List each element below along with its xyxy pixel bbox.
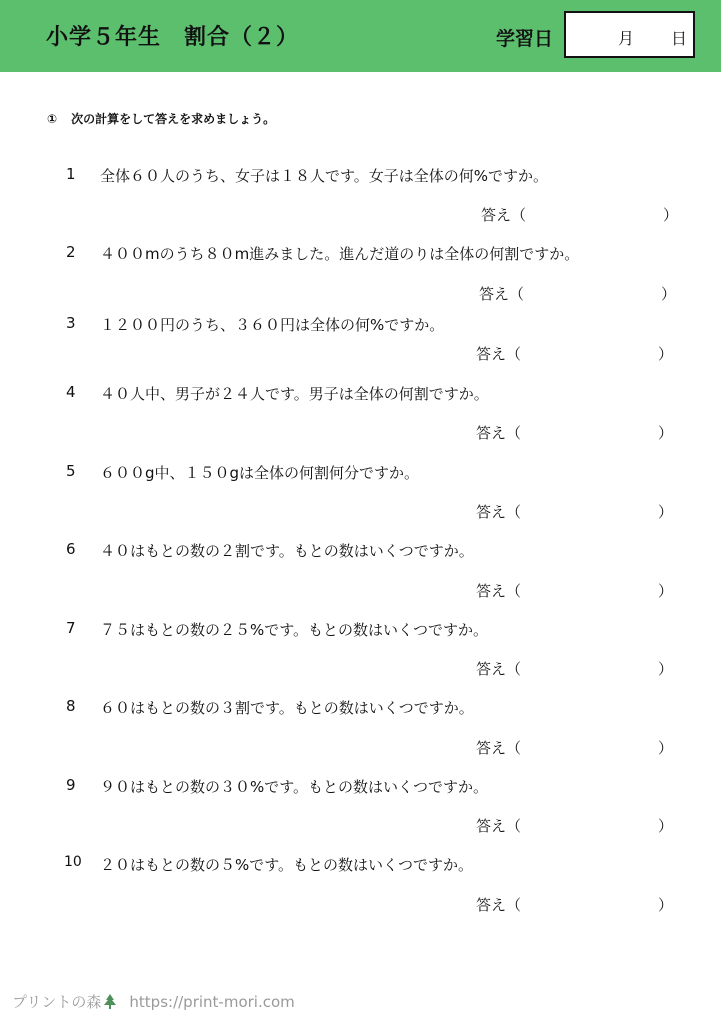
question-text: ４０人中、男子が２４人です。男子は全体の何割ですか。	[100, 385, 489, 403]
question-text: ９０はもとの数の３０%です。もとの数はいくつですか。	[100, 778, 489, 796]
question-number: 4	[66, 383, 76, 401]
answer-close: ）	[661, 285, 677, 303]
question-2	[0, 243, 721, 263]
instruction-text: 次の計算をして答えを求めましょう。	[71, 112, 276, 126]
answer-label: 答え（	[479, 285, 525, 303]
question-number: 3	[66, 314, 76, 332]
answer-close: ）	[658, 739, 674, 757]
question-number: 1	[66, 165, 76, 183]
question-6	[0, 540, 721, 560]
question-text: ２０はもとの数の５%です。もとの数はいくつですか。	[100, 856, 474, 874]
answer-label: 答え（	[476, 503, 522, 521]
question-9	[0, 776, 721, 796]
tree-icon	[103, 994, 117, 1014]
question-text: ６００g中、１５０gは全体の何割何分ですか。	[100, 464, 420, 482]
answer-line-1	[481, 204, 681, 224]
question-text: ７５はもとの数の２５%です。もとの数はいくつですか。	[100, 621, 489, 639]
question-number: 9	[66, 776, 76, 794]
answer-label: 答え（	[476, 817, 522, 835]
question-number: 7	[66, 619, 76, 637]
answer-label: 答え（	[476, 345, 522, 363]
answer-line-9	[476, 815, 676, 835]
question-number: 5	[66, 462, 76, 480]
answer-line-8	[476, 737, 676, 757]
footer	[12, 991, 295, 1014]
question-7	[0, 619, 721, 639]
answer-line-10	[476, 894, 676, 914]
header-bar	[0, 0, 721, 72]
answer-label: 答え（	[476, 582, 522, 600]
day-label: 日	[671, 29, 688, 48]
question-number: 10	[64, 854, 82, 870]
answer-close: ）	[658, 503, 674, 521]
date-label: 学習日	[496, 28, 554, 50]
answer-close: ）	[658, 660, 674, 678]
answer-close: ）	[658, 582, 674, 600]
question-10	[0, 854, 721, 874]
page-title: 小学５年生 割合（２）	[46, 25, 300, 50]
answer-label: 答え（	[476, 660, 522, 678]
question-number: 6	[66, 540, 76, 558]
question-number: 8	[66, 697, 76, 715]
question-8	[0, 697, 721, 717]
question-text: ６０はもとの数の３割です。もとの数はいくつですか。	[100, 699, 474, 717]
question-3	[0, 314, 721, 334]
answer-line-3	[476, 343, 676, 363]
answer-label: 答え（	[476, 424, 522, 442]
answer-close: ）	[658, 817, 674, 835]
answer-close: ）	[663, 206, 679, 224]
date-box	[564, 11, 695, 58]
month-label: 月	[618, 29, 635, 48]
answer-close: ）	[658, 896, 674, 914]
question-text: ４０はもとの数の２割です。もとの数はいくつですか。	[100, 542, 474, 560]
answer-line-2	[479, 283, 679, 303]
question-text: ４００mのうち８０m進みました。進んだ道のりは全体の何割ですか。	[100, 245, 580, 263]
question-4	[0, 383, 721, 403]
answer-line-6	[476, 580, 676, 600]
answer-label: 答え（	[481, 206, 527, 224]
answer-line-4	[476, 422, 676, 442]
question-text: １２００円のうち、３６０円は全体の何%ですか。	[100, 316, 445, 334]
footer-brand: プリントの森	[12, 993, 102, 1011]
instruction	[47, 110, 275, 127]
answer-line-7	[476, 658, 676, 678]
answer-close: ）	[658, 424, 674, 442]
answer-label: 答え（	[476, 896, 522, 914]
question-5	[0, 462, 721, 482]
answer-line-5	[476, 501, 676, 521]
question-1	[0, 165, 721, 185]
question-number: 2	[66, 243, 76, 261]
question-text: 全体６０人のうち、女子は１８人です。女子は全体の何%ですか。	[100, 167, 549, 185]
answer-close: ）	[658, 345, 674, 363]
answer-label: 答え（	[476, 739, 522, 757]
footer-url[interactable]: https://print-mori.com	[129, 993, 295, 1011]
instruction-mark: ①	[47, 112, 58, 126]
